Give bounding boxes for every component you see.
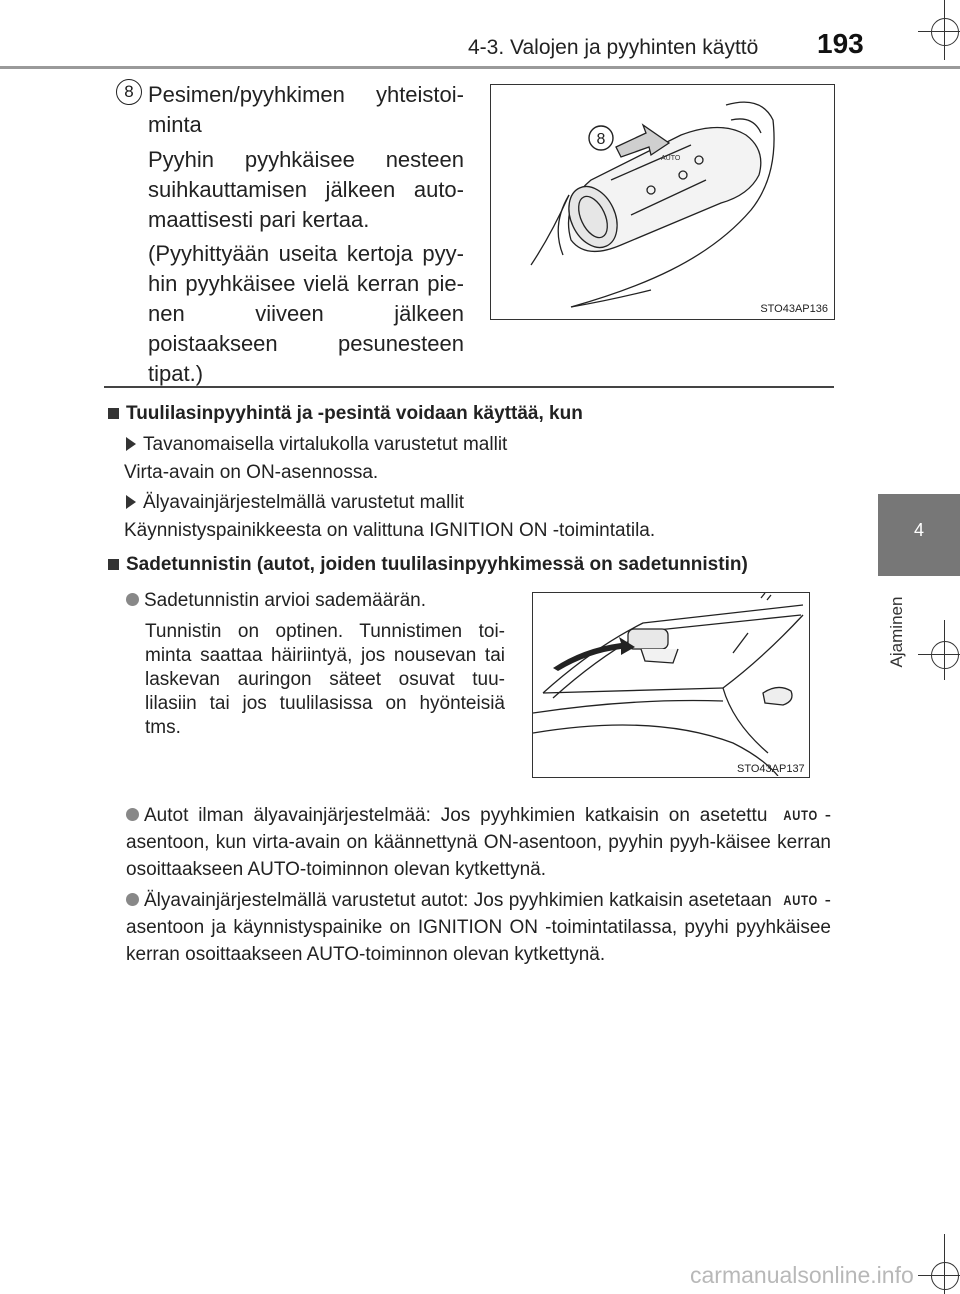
condition-body: Virta-avain on ON-asennossa. [124, 462, 379, 483]
section-title: 4-3. Valojen ja pyyhinten käyttö [468, 36, 759, 59]
round-bullet-icon [126, 893, 139, 906]
crop-mark-line [918, 654, 960, 655]
step-description: Pyyhin pyyhkäisee nesteen suihkauttamisen jälkeen auto-maattisesti pari kertaa. [148, 147, 464, 232]
section-heading: Sadetunnistin (autot, joiden tuulilasinpyyhkimessä on sadetunnistin) [108, 554, 748, 576]
watermark: carmanualsonline.info [690, 1262, 914, 1288]
condition-title: Älyavainjärjestelmällä varustetut mallit [126, 490, 464, 516]
condition-title: Tavanomaisella virtalukolla varustetut mallit [126, 432, 507, 458]
round-bullet-icon [126, 593, 139, 606]
figure-callout-label: 8 [596, 131, 606, 148]
step-number-badge: 8 [116, 79, 142, 105]
triangle-bullet-icon [126, 495, 136, 509]
bullet-paragraph: Autot ilman älyavainjärjestelmää: Jos pyyhkimien katkaisin on asetettu AUTO -asentoon, kun virta-avain on käännettynä ON-asentoon, pyyhin pyyh-käisee kerran osoittaakseen AUTO-toiminnon olevan kytkettynä. [126, 802, 831, 883]
bullet-paragraph: Älyavainjärjestelmällä varustetut autot: Jos pyyhkimien katkaisin asetetaan AUTO -asentoon ja käynnistyspainike on IGNITION ON -toimintatilassa, pyyhi pyyhkäisee kerran osoittaakseen AUTO-toiminnon olevan kytkettynä. [126, 887, 831, 968]
crop-mark-line [944, 0, 945, 60]
crop-mark-line [944, 620, 945, 680]
wiper-lever-illustration [491, 85, 833, 318]
section-divider [104, 386, 834, 388]
square-bullet-icon [108, 559, 119, 570]
condition-body: Käynnistyspainikkeesta on valittuna IGNITION ON -toimintatila. [124, 520, 656, 541]
round-bullet-icon [126, 808, 139, 821]
wiper-lever-figure [490, 84, 835, 320]
step-title: Pesimen/pyyhkimen yhteistoi-minta [148, 82, 464, 137]
page-number: 193 [817, 28, 864, 59]
figure-caption: STO43AP136 [760, 303, 828, 315]
chapter-label: Ajaminen [887, 596, 906, 668]
square-bullet-icon [108, 408, 119, 419]
auto-mode-symbol: AUTO [783, 892, 819, 908]
auto-mode-symbol: AUTO [783, 807, 819, 823]
step-note: (Pyyhittyään useita kertoja pyy-hin pyyhkäisee vielä kerran pie-nen viiveen jälkeen poistaakseen pesunesteen tipat.) [148, 241, 464, 386]
svg-text:AUTO: AUTO [661, 155, 681, 162]
chapter-number: 4 [913, 520, 924, 540]
crop-mark-line [918, 1275, 960, 1276]
figure-caption: STO43AP137 [737, 763, 805, 775]
crop-mark-line [918, 31, 960, 32]
rain-sensor-figure [532, 592, 810, 778]
rain-sensor-illustration [533, 593, 808, 776]
triangle-bullet-icon [126, 437, 136, 451]
section-heading: Tuulilasinpyyhintä ja -pesintä voidaan käyttää, kun [108, 403, 583, 425]
bullet-body: Tunnistin on optinen. Tunnistimen toi-minta saattaa häiriintyä, jos nousevan tai laskevan auringon säteet osuvat tuu-lilasiin tai jos tuulilasissa on hyönteisiä tms. [145, 621, 505, 738]
bullet-title: Sadetunnistin arvioi sademäärän. [126, 588, 426, 614]
chapter-label-container [884, 582, 910, 682]
header-divider [0, 66, 960, 69]
crop-mark-line [944, 1234, 945, 1294]
